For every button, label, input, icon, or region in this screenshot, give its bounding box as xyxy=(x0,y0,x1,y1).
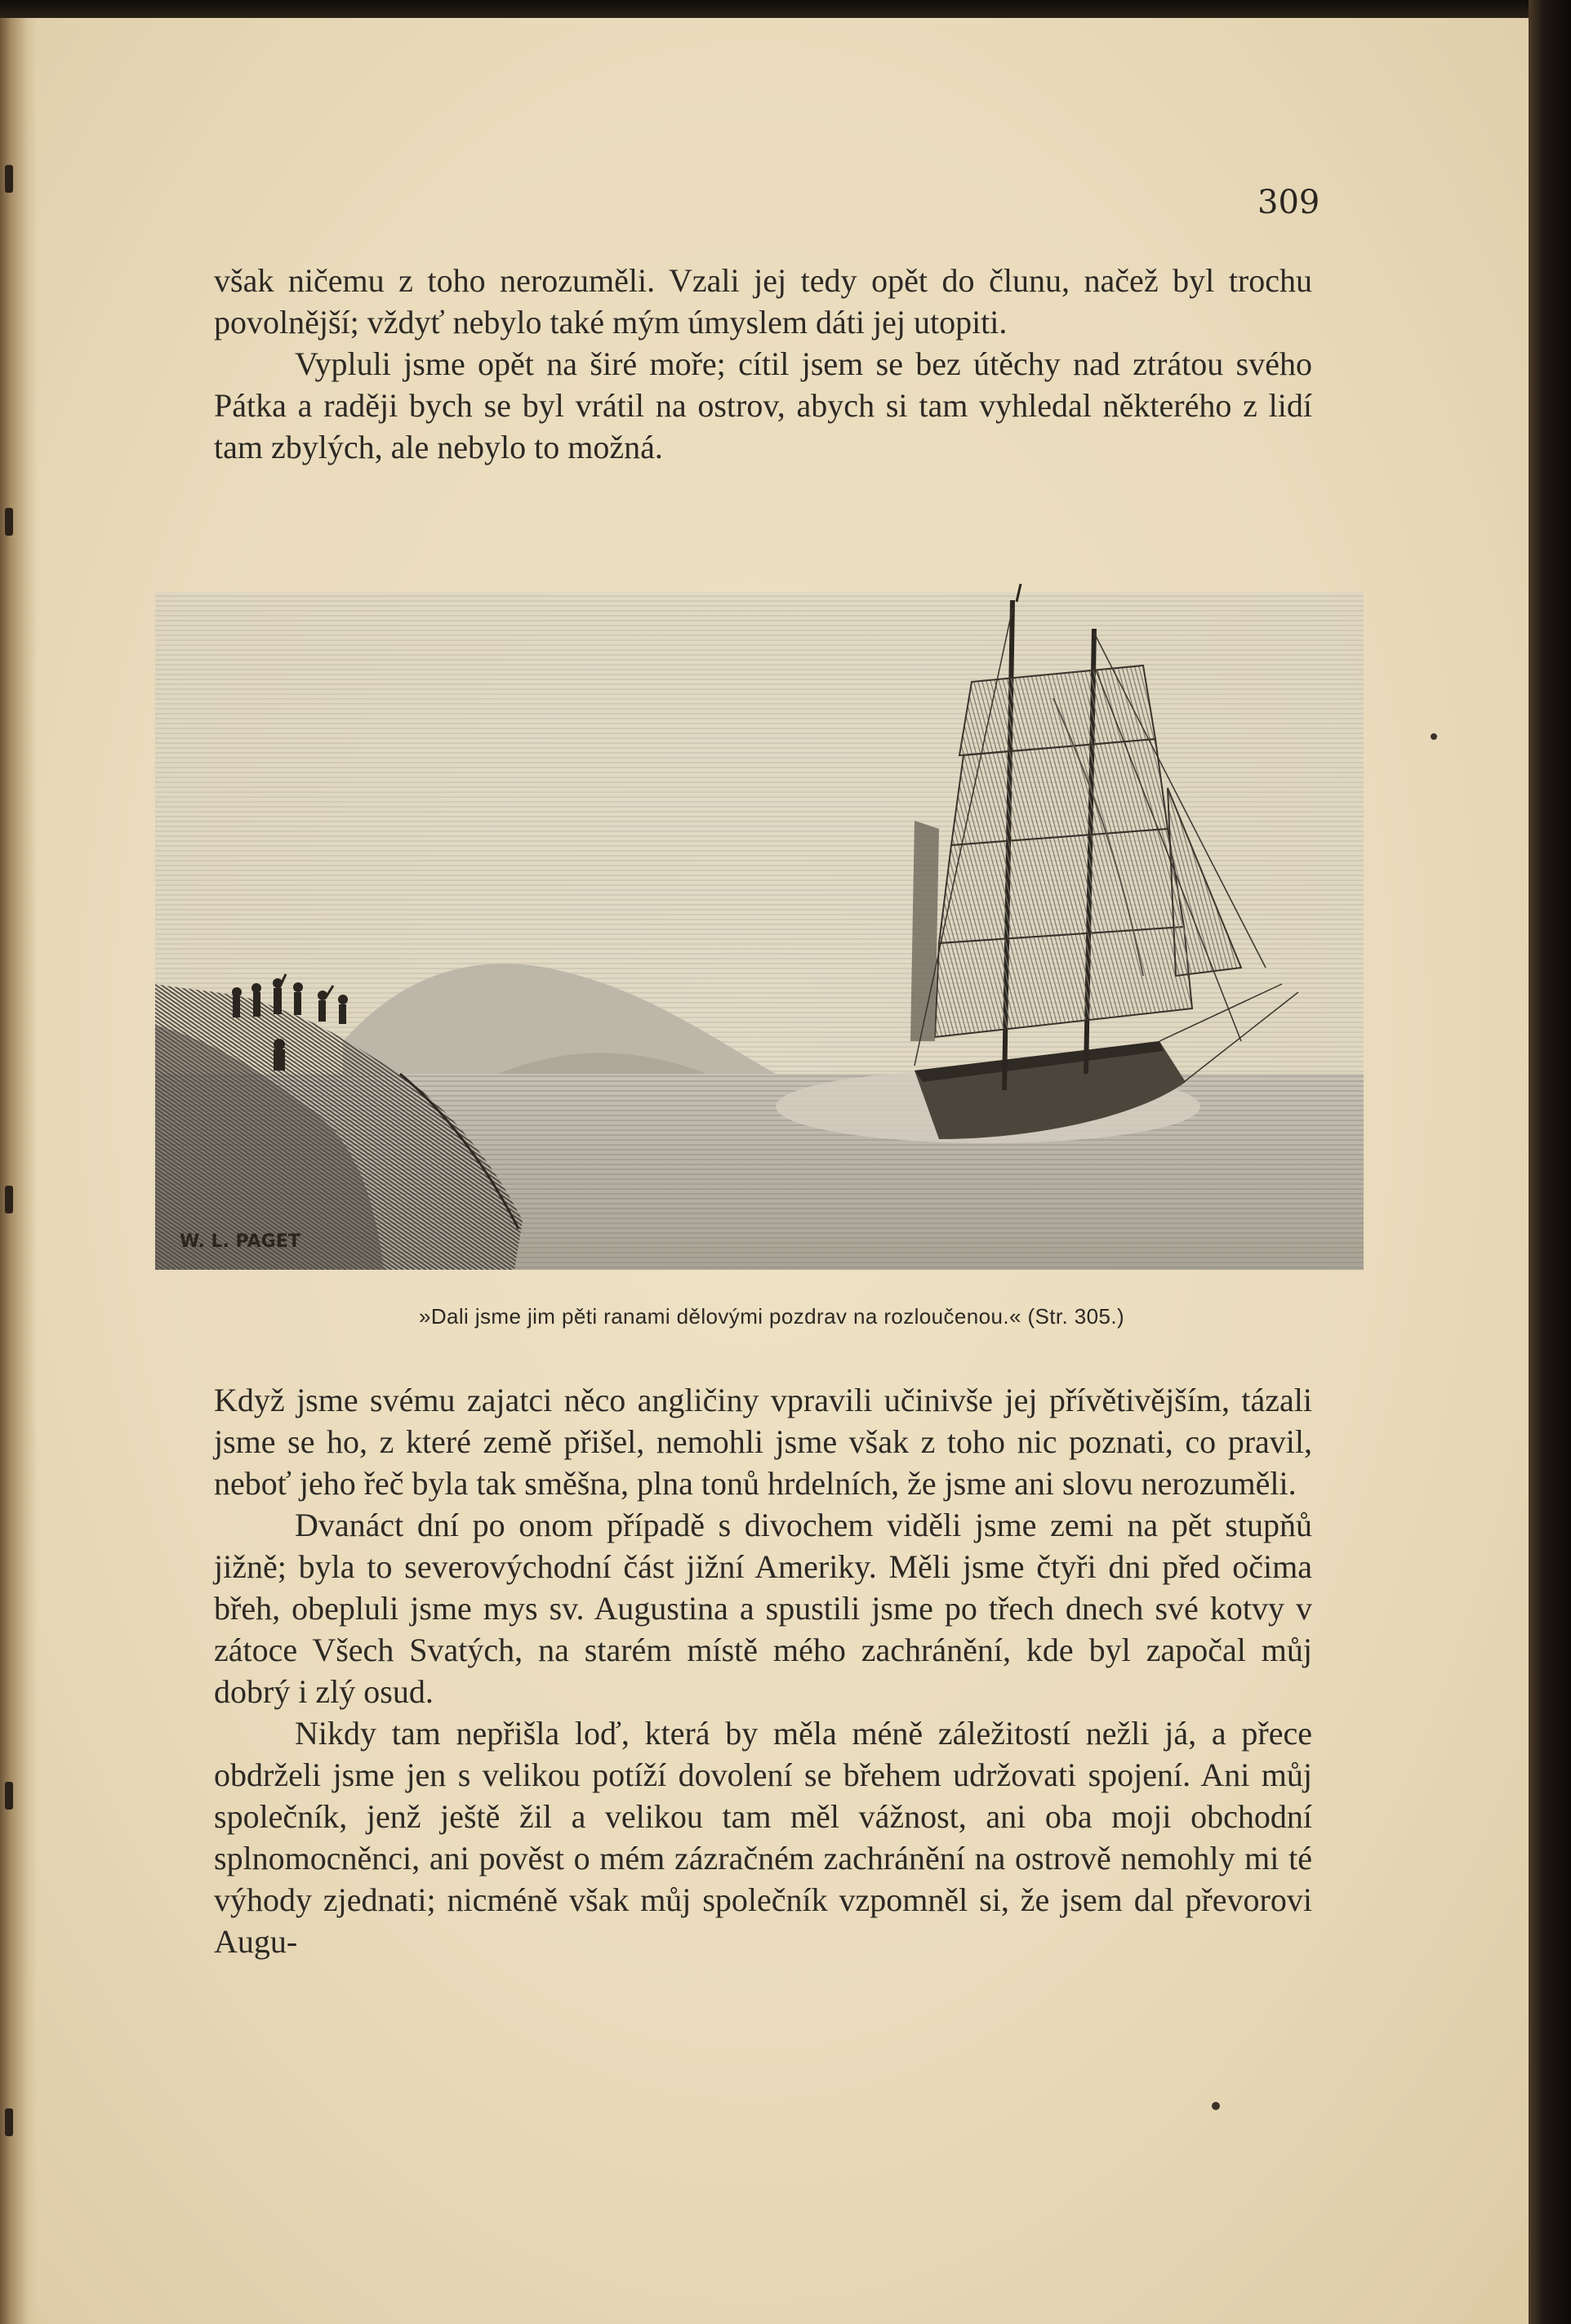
binding-mark xyxy=(5,508,13,536)
paragraph: Když jsme svému zajatci něco angličiny vpravili učinivše jej přívětivějším, tázali jsme se ho, z které země přišel, nemohli jsme však z toho nic poznati, co pravil, neboť jeho řeč byla tak směšna, plna tonů hrdelních, že jsme ani slovu nerozuměli. xyxy=(214,1382,1312,1502)
paper-speck xyxy=(1431,733,1437,740)
paragraph: Nikdy tam nepřišla loď, která by měla méně záležitostí nežli já, a přece obdrželi jsme jen s velikou potíží dovolení se břehem udržovati spojení. Ani můj společník, jenž ještě žil a velikou tam měl vážnost, ani oba moji obchodní splnomocněnci, ani pověst o mém zázračném zachránění na ostrově nemohly mi té výhody zjednati; nicméně však můj společník vzpomněl si, že jsem dal převorovi Augu- xyxy=(214,1715,1312,1960)
ship-engraving-illustration xyxy=(155,584,1364,1270)
book-binding-edge xyxy=(0,18,38,2324)
binding-mark xyxy=(5,1186,13,1213)
binding-mark xyxy=(5,1782,13,1810)
binding-mark xyxy=(5,165,13,193)
page-number: 309 xyxy=(1257,184,1320,221)
paragraph: však ničemu z toho nerozuměli. Vzali jej tedy opět do člunu, načež byl trochu povolnější; vždyť nebylo také mým úmyslem dáti jej utopiti. xyxy=(214,262,1312,341)
scan-border-top xyxy=(0,0,1571,18)
text-block-bottom xyxy=(214,1379,1312,1962)
paragraph: Dvanáct dní po onom případě s divochem viděli jsme zemi na pět stupňů jižně; byla to severovýchodní část jižní Ameriky. Měli jsme čtyři dni před očima břeh, obepluli jsme mys sv. Augustina a spustili jsme po třech dnech své kotvy v zátoce Všech Svatých, na starém místě mého zachránění, kde byl započal můj dobrý i zlý osud. xyxy=(214,1507,1312,1710)
text-block-top xyxy=(214,260,1312,468)
artist-signature: W. L. PAGET xyxy=(180,1231,300,1252)
scan-border-right xyxy=(1529,0,1571,2324)
binding-mark xyxy=(5,2108,13,2136)
paper-speck xyxy=(1212,2102,1220,2110)
paragraph: Vypluli jsme opět na širé moře; cítil jsem se bez útěchy nad ztrátou svého Pátka a raději bych se byl vrátil na ostrov, abych si tam vyhledal některého z lidí tam zbylých, ale nebylo to možná. xyxy=(214,345,1312,465)
illustration-caption: »Dali jsme jim pěti ranami dělovými pozdrav na rozloučenou.« (Str. 305.) xyxy=(418,1304,1125,1329)
